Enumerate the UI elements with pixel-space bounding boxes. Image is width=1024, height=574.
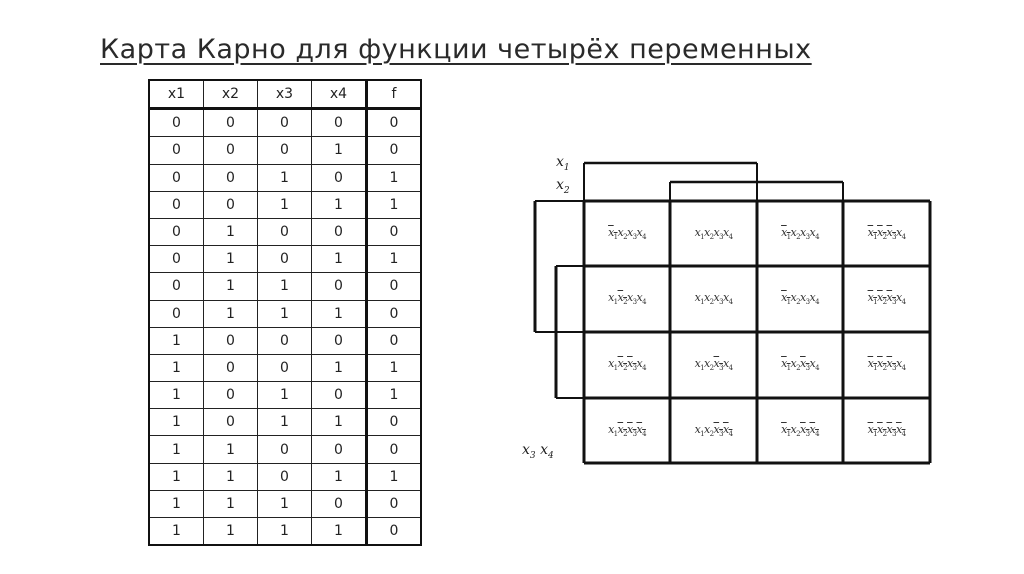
table-cell: 1 — [367, 382, 422, 409]
table-cell: 0 — [367, 490, 422, 517]
kmap-cell: $x_1$ $x_2$ $x_3$ $x_4$ — [781, 225, 819, 242]
truth-table-header-x4: x4 — [312, 80, 367, 109]
table-cell: 1 — [149, 409, 204, 436]
table-cell: 0 — [367, 518, 422, 546]
truth-table-header-x2: x2 — [204, 80, 258, 109]
table-cell: 0 — [312, 490, 367, 517]
kmap-cell: $x_1$ $x_2$ $x_3$ $x_4$ — [867, 357, 906, 373]
table-cell: 0 — [204, 191, 258, 218]
table-cell: 1 — [367, 246, 422, 273]
table-cell: 1 — [204, 490, 258, 517]
table-cell: 0 — [258, 137, 312, 164]
table-cell: 1 — [258, 300, 312, 327]
table-cell: 1 — [204, 300, 258, 327]
kmap-cell: $x_1$ $x_2$ $x_3$ $x_4$ — [694, 291, 733, 307]
table-cell: 0 — [258, 327, 312, 354]
table-cell: 0 — [258, 218, 312, 245]
table-cell: 0 — [149, 218, 204, 245]
kmap-cell: $x_1$ $x_2$ $x_3$ $x_4$ — [608, 291, 646, 307]
table-cell: 1 — [149, 354, 204, 381]
table-cell: 0 — [204, 137, 258, 164]
kmap-cell: $x_1$ $x_2$ $x_3$ $x_4$ — [608, 357, 646, 373]
table-cell: 0 — [367, 273, 422, 300]
table-cell: 0 — [149, 164, 204, 191]
table-cell: 1 — [258, 382, 312, 409]
table-cell: 0 — [312, 218, 367, 245]
table-cell: 0 — [258, 246, 312, 273]
table-cell: 1 — [204, 246, 258, 273]
table-cell: 1 — [312, 137, 367, 164]
table-cell: 1 — [149, 490, 204, 517]
kmap-cell: $x_1$ $x_2$ $x_3$ $x_4$ — [781, 291, 819, 307]
table-cell: 0 — [149, 109, 204, 137]
table-cell: 1 — [204, 273, 258, 300]
table-cell: 0 — [312, 164, 367, 191]
table-cell: 1 — [204, 518, 258, 546]
table-cell: 1 — [312, 300, 367, 327]
kmap-label-x3x4: $x_3$ $x_4$ — [522, 442, 554, 461]
kmap-cell: $x_1$ $x_2$ $x_3$ $x_4$ — [694, 357, 733, 373]
kmap-cell: $x_1$ $x_2$ $x_3$ $x_4$ — [867, 422, 906, 439]
table-cell: 1 — [258, 164, 312, 191]
table-cell: 0 — [312, 327, 367, 354]
slide-title: Карта Карно для функции четырёх переменных — [100, 34, 812, 65]
table-cell: 1 — [367, 191, 422, 218]
kmap-cell: $x_1$ $x_2$ $x_3$ $x_4$ — [781, 357, 819, 373]
table-cell: 0 — [149, 273, 204, 300]
table-cell: 0 — [204, 409, 258, 436]
kmap-label-x2: $x_2$ — [556, 177, 570, 196]
kmap-cell: $x_1$ $x_2$ $x_3$ $x_4$ — [608, 225, 646, 242]
table-cell: 1 — [312, 246, 367, 273]
table-cell: 1 — [258, 518, 312, 546]
table-cell: 0 — [312, 436, 367, 463]
table-cell: 0 — [367, 300, 422, 327]
table-cell: 1 — [204, 463, 258, 490]
table-cell: 0 — [149, 191, 204, 218]
table-cell: 1 — [367, 354, 422, 381]
table-cell: 1 — [258, 490, 312, 517]
table-cell: 1 — [312, 409, 367, 436]
kmap-label-x1-text: $x_1$ — [556, 154, 570, 173]
kmap-cell: $x_1$ $x_2$ $x_3$ $x_4$ — [867, 291, 906, 307]
table-cell: 0 — [204, 327, 258, 354]
table-cell: 0 — [258, 109, 312, 137]
table-cell: 1 — [312, 518, 367, 546]
table-cell: 0 — [312, 382, 367, 409]
table-cell: 0 — [204, 109, 258, 137]
table-cell: 1 — [367, 164, 422, 191]
table-cell: 1 — [204, 218, 258, 245]
table-cell: 0 — [149, 300, 204, 327]
table-cell: 1 — [367, 463, 422, 490]
table-cell: 0 — [367, 137, 422, 164]
truth-table-header-f: f — [367, 80, 422, 109]
table-cell: 0 — [367, 218, 422, 245]
table-cell: 1 — [258, 273, 312, 300]
table-cell: 0 — [204, 382, 258, 409]
table-cell: 0 — [312, 273, 367, 300]
table-cell: 0 — [149, 137, 204, 164]
table-cell: 0 — [367, 109, 422, 137]
table-cell: 1 — [258, 191, 312, 218]
table-cell: 1 — [312, 354, 367, 381]
kmap-cell: $x_1$ $x_2$ $x_3$ $x_4$ — [608, 422, 646, 439]
kmap-cell: $x_1$ $x_2$ $x_3$ $x_4$ — [781, 422, 819, 439]
kmap-cell: $x_1$ $x_2$ $x_3$ $x_4$ — [867, 225, 906, 242]
table-cell: 1 — [149, 382, 204, 409]
table-cell: 1 — [204, 436, 258, 463]
kmap-cell: $x_1$ $x_2$ $x_3$ $x_4$ — [694, 422, 733, 439]
table-cell: 1 — [258, 409, 312, 436]
table-cell: 0 — [258, 354, 312, 381]
table-cell: 1 — [149, 518, 204, 546]
table-cell: 1 — [312, 191, 367, 218]
kmap-label-x1 — [556, 154, 570, 173]
truth-table-header-x3: x3 — [258, 80, 312, 109]
table-cell: 0 — [367, 327, 422, 354]
table-cell: 1 — [149, 463, 204, 490]
table-cell: 0 — [367, 409, 422, 436]
table-cell: 0 — [367, 436, 422, 463]
table-cell: 1 — [312, 463, 367, 490]
table-cell: 0 — [204, 354, 258, 381]
table-cell: 0 — [312, 109, 367, 137]
table-cell: 0 — [258, 436, 312, 463]
table-cell: 0 — [149, 246, 204, 273]
table-cell: 0 — [204, 164, 258, 191]
table-cell: 1 — [149, 327, 204, 354]
truth-table-header-x1: x1 — [149, 80, 204, 109]
kmap-cell: $x_1$ $x_2$ $x_3$ $x_4$ — [694, 225, 733, 242]
table-cell: 0 — [258, 463, 312, 490]
table-cell: 1 — [149, 436, 204, 463]
